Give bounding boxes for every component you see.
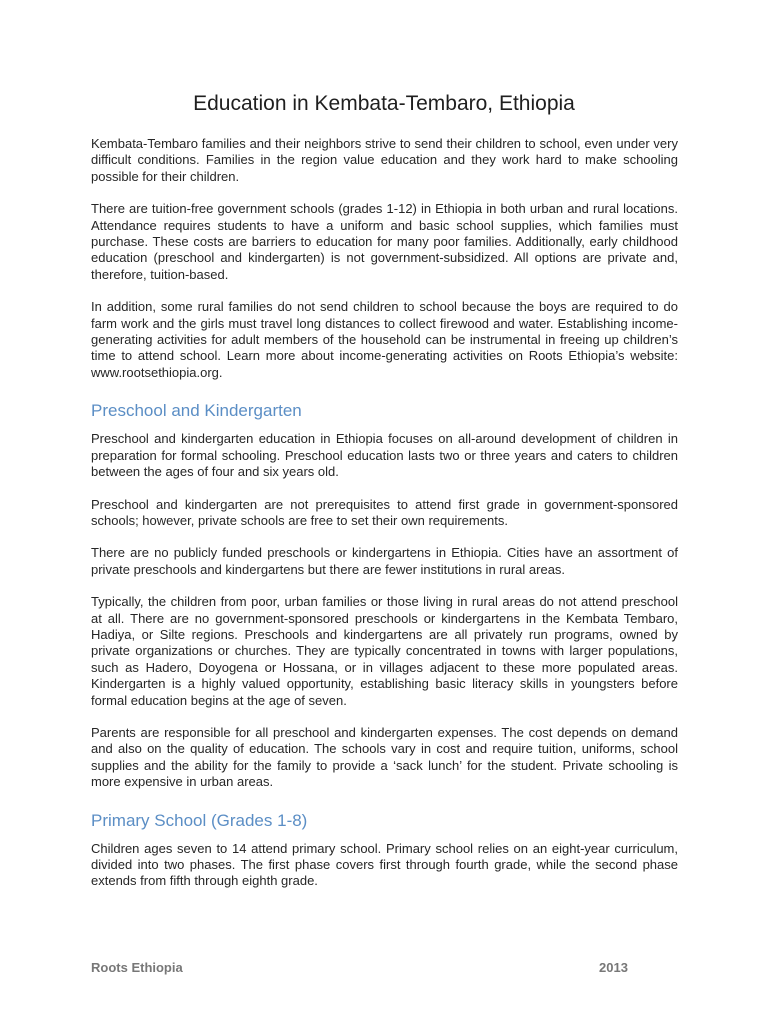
body-paragraph: Typically, the children from poor, urban families or those living in rural areas do not attend preschool at all. There are no government-sponsored preschools or kindergartens in the Kembata Tembaro, Hadiya, or Silte regions. Preschools and kindergartens are all privately run programs, owned by private organizations or churches. They are typically concentrated in towns with larger populations, such as Hadero, Doyogena or Hossana, or in villages adjacent to these more populated areas. Kindergarten is a highly valued opportunity, establishing basic literacy skills in youngsters before formal education begins at the age of seven. bbox=[91, 594, 678, 708]
section-heading-preschool: Preschool and Kindergarten bbox=[91, 401, 302, 421]
body-paragraph: Preschool and kindergarten education in Ethiopia focuses on all-around development of children in preparation for formal schooling. Preschool education lasts two or three years and caters to children between the ages of four and six years old. bbox=[91, 431, 678, 480]
page-title: Education in Kembata-Tembaro, Ethiopia bbox=[193, 92, 575, 115]
section-heading-primary-school: Primary School (Grades 1-8) bbox=[91, 810, 308, 830]
body-paragraph: Preschool and kindergarten are not prerequisites to attend first grade in government-sponsored schools; however, private schools are free to set their own requirements. bbox=[91, 496, 678, 528]
footer-organization: Roots Ethiopia bbox=[91, 960, 183, 975]
body-paragraph: There are no publicly funded preschools or kindergartens in Ethiopia. Cities have an assortment of private preschools and kindergartens but there are fewer institutions in rural areas. bbox=[91, 545, 678, 577]
body-paragraph: Parents are responsible for all preschool and kindergarten expenses. The cost depends on demand and also on the quality of education. The schools vary in cost and require tuition, uniforms, school supplies and the ability for the family to provide a ‘sack lunch’ for the student. Private schooling is more expensive in urban areas. bbox=[91, 724, 678, 790]
body-paragraph: Children ages seven to 14 attend primary school. Primary school relies on an eight-year curriculum, divided into two phases. The first phase covers first through fourth grade, while the second phase extends from fifth through eighth grade. bbox=[91, 840, 678, 889]
footer-year: 2013 bbox=[599, 960, 628, 975]
intro-paragraph: In addition, some rural families do not send children to school because the boys are required to do farm work and the girls must travel long distances to collect firewood and water. Establishing income-generating activities for adult members of the household can be instrumental in freeing up children’s time to attend school. Learn more about income-generating activities on Roots Ethiopia’s website: www.rootsethiopia.org. bbox=[91, 299, 678, 380]
intro-paragraph: Kembata-Tembaro families and their neighbors strive to send their children to school, even under very difficult conditions. Families in the region value education and they work hard to make schooling possible for their children. bbox=[91, 136, 678, 184]
document-body bbox=[91, 136, 678, 906]
intro-paragraph: There are tuition-free government schools (grades 1-12) in Ethiopia in both urban and rural locations. Attendance requires students to have a uniform and basic school supplies, which families must purchase. These costs are barriers to education for many poor families. Additionally, early childhood education (preschool and kindergarten) is not government-subsidized. All options are private and, therefore, tuition-based. bbox=[91, 201, 678, 282]
